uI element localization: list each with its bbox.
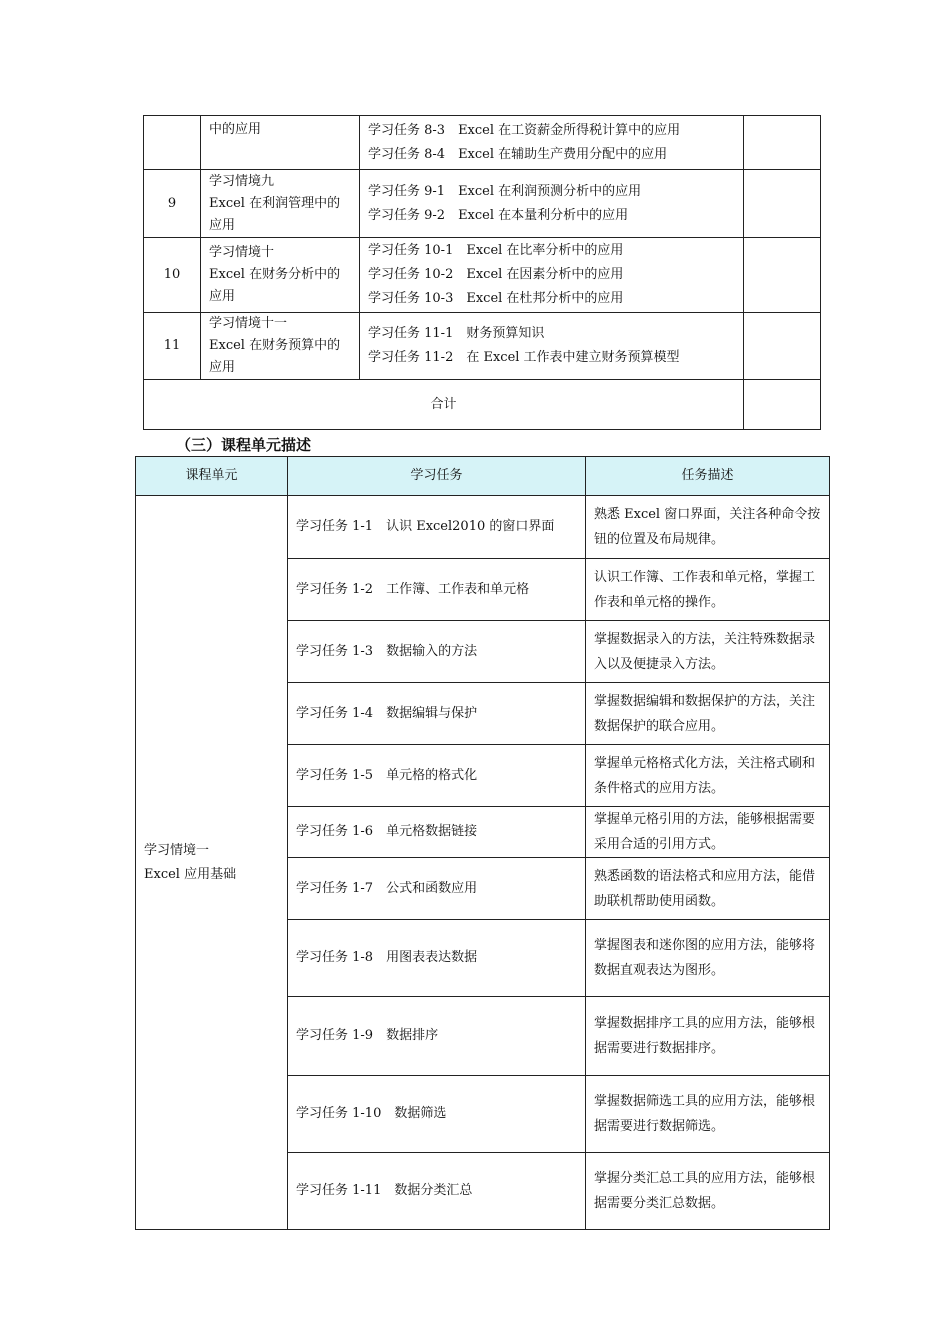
header-description: 任务描述: [586, 457, 830, 496]
hours-cell: [744, 170, 821, 238]
description-cell: 掌握数据排序工具的应用方法，能够根据需要进行数据排序。: [586, 997, 830, 1076]
unit-cell: [201, 116, 360, 170]
description-cell: 掌握数据录入的方法，关注特殊数据录入以及便捷录入方法。: [586, 621, 830, 683]
table-row: [144, 313, 821, 380]
unit-cell: [201, 313, 360, 380]
task-cell: 学习任务 1-5 单元格的格式化: [288, 745, 586, 807]
row-number: [144, 116, 201, 170]
unit-line: Excel 在利润管理中的: [209, 195, 341, 211]
table-row: [144, 116, 821, 170]
total-value: [744, 380, 821, 430]
description-cell: 掌握图表和迷你图的应用方法，能够将数据直观表达为图形。: [586, 920, 830, 997]
description-cell: 掌握数据筛选工具的应用方法，能够根据需要进行数据筛选。: [586, 1076, 830, 1153]
unit-cell: [136, 496, 288, 1230]
tasks-cell: [360, 238, 744, 313]
task-cell: 学习任务 1-8 用图表表达数据: [288, 920, 586, 997]
header-task: 学习任务: [288, 457, 586, 496]
task-line: 学习任务 11-2 在 Excel 工作表中建立财务预算模型: [368, 350, 680, 365]
total-row: [144, 380, 821, 430]
unit-line: 应用: [209, 217, 236, 233]
tasks-cell: [360, 116, 744, 170]
unit-line: 中的应用: [209, 122, 262, 137]
unit-line: 学习情境九: [209, 173, 275, 189]
hours-cell: [744, 238, 821, 313]
table-row: [144, 170, 821, 238]
tasks-cell: [360, 170, 744, 238]
task-line: 学习任务 11-1 财务预算知识: [368, 326, 545, 341]
tasks-cell: [360, 313, 744, 380]
row-number: 9: [144, 170, 201, 238]
unit-cell: [201, 238, 360, 313]
task-cell: 学习任务 1-10 数据筛选: [288, 1076, 586, 1153]
total-label: 合计: [144, 380, 744, 430]
task-cell: 学习任务 1-6 单元格数据链接: [288, 807, 586, 858]
description-cell: 掌握分类汇总工具的应用方法，能够根据需要分类汇总数据。: [586, 1153, 830, 1230]
unit-line: Excel 在财务预算中的: [209, 338, 341, 353]
task-line: 学习任务 9-2 Excel 在本量利分析中的应用: [368, 207, 629, 223]
row-number: 11: [144, 313, 201, 380]
unit-line: Excel 在财务分析中的: [209, 267, 341, 282]
course-unit-table: [135, 456, 830, 1230]
task-line: 学习任务 10-1 Excel 在比率分析中的应用: [368, 243, 624, 258]
unit-line: 学习情境一: [144, 842, 210, 858]
task-cell: 学习任务 1-4 数据编辑与保护: [288, 683, 586, 745]
task-line: 学习任务 10-3 Excel 在杜邦分析中的应用: [368, 291, 624, 306]
table-row: [144, 238, 821, 313]
hours-cell: [744, 313, 821, 380]
description-cell: 熟悉 Excel 窗口界面，关注各种命令按钮的位置及布局规律。: [586, 496, 830, 559]
description-cell: 掌握单元格格式化方法，关注格式刷和条件格式的应用方法。: [586, 745, 830, 807]
course-schedule-table: [143, 115, 821, 430]
unit-line: 学习情境十: [209, 245, 275, 260]
task-cell: 学习任务 1-11 数据分类汇总: [288, 1153, 586, 1230]
task-line: 学习任务 8-4 Excel 在辅助生产费用分配中的应用: [368, 146, 668, 162]
unit-line: 应用: [209, 289, 236, 304]
header-row: [136, 457, 830, 496]
task-cell: 学习任务 1-3 数据输入的方法: [288, 621, 586, 683]
unit-cell: [201, 170, 360, 238]
task-cell: 学习任务 1-7 公式和函数应用: [288, 858, 586, 920]
description-cell: 认识工作簿、工作表和单元格，掌握工作表和单元格的操作。: [586, 559, 830, 621]
task-cell: 学习任务 1-9 数据排序: [288, 997, 586, 1076]
task-cell: 学习任务 1-1 认识 Excel2010 的窗口界面: [288, 496, 586, 559]
header-course-unit: 课程单元: [136, 457, 288, 496]
task-cell: 学习任务 1-2 工作簿、工作表和单元格: [288, 559, 586, 621]
table-row: [136, 496, 830, 559]
hours-cell: [744, 116, 821, 170]
description-cell: 掌握单元格引用的方法，能够根据需要采用合适的引用方式。: [586, 807, 830, 858]
row-number: 10: [144, 238, 201, 313]
unit-line: 学习情境十一: [209, 316, 288, 331]
task-line: 学习任务 10-2 Excel 在因素分析中的应用: [368, 267, 624, 282]
description-cell: 掌握数据编辑和数据保护的方法，关注数据保护的联合应用。: [586, 683, 830, 745]
unit-line: 应用: [209, 360, 236, 375]
task-line: 学习任务 8-3 Excel 在工资薪金所得税计算中的应用: [368, 122, 681, 138]
section-heading: （三）课程单元描述: [176, 436, 312, 454]
task-line: 学习任务 9-1 Excel 在利润预测分析中的应用: [368, 183, 642, 199]
unit-line: Excel 应用基础: [144, 866, 237, 882]
description-cell: 熟悉函数的语法格式和应用方法，能借助联机帮助使用函数。: [586, 858, 830, 920]
